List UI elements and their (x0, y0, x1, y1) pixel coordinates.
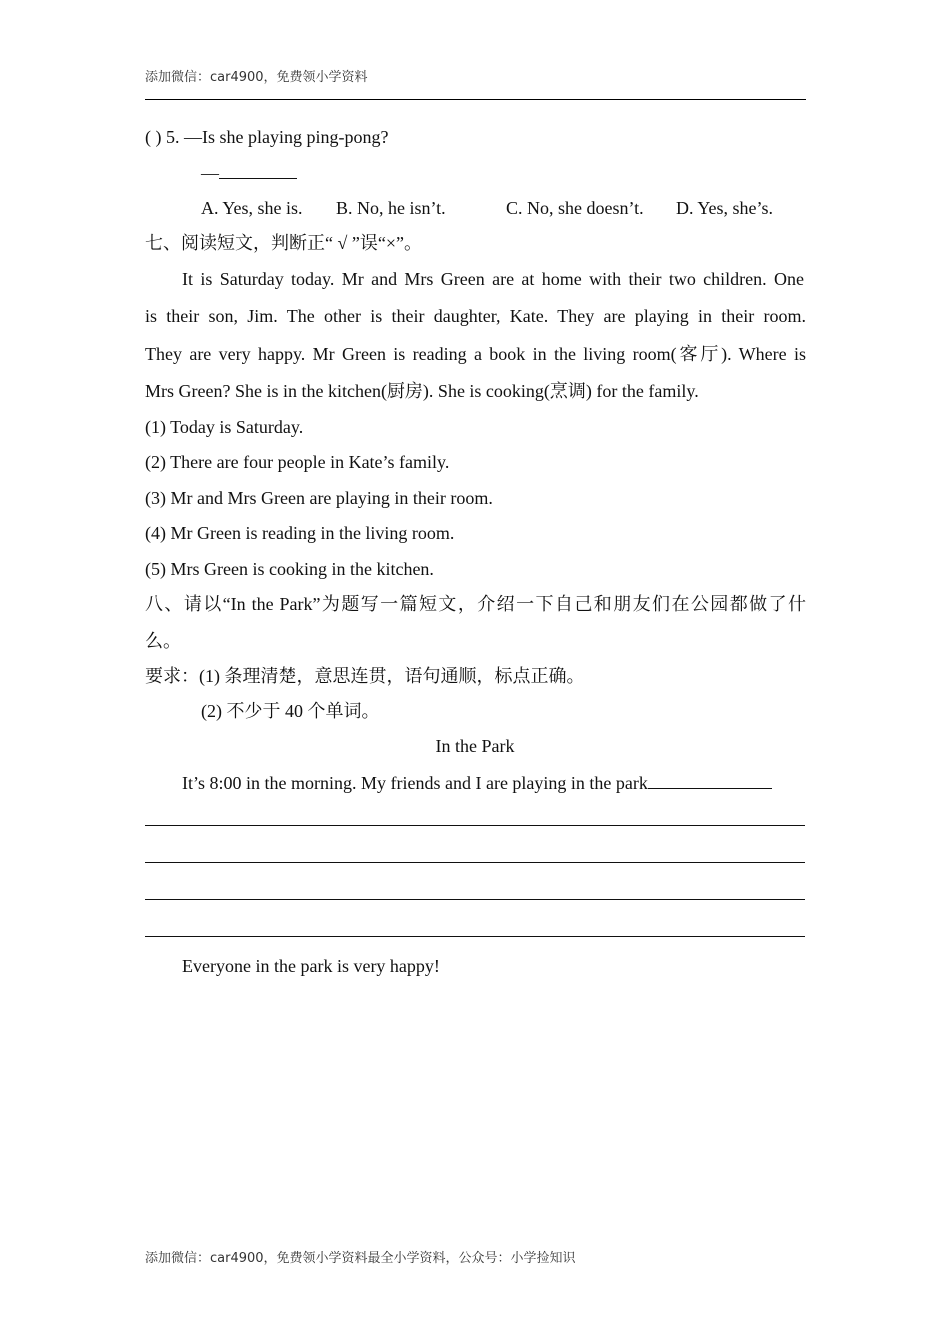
option-a[interactable]: A. Yes, she is. (201, 198, 303, 218)
requirement-1: 要求：(1) 条理清楚，意思连贯，语句通顺，标点正确。 (145, 666, 585, 686)
passage-line-4: Mrs Green? She is in the kitchen(厨房). She is cooking(烹调) for the family. (145, 381, 699, 401)
answer-blank[interactable] (219, 164, 297, 179)
question-5-options (0, 197, 950, 219)
writing-line-2[interactable] (145, 862, 805, 863)
section-8-title-line-1: 八、请以“In the Park”为题写一篇短文，介绍一下自己和朋友们在公园都做了什 (145, 594, 806, 614)
passage-line-3: They are very happy. Mr Green is reading a book in the living room(客厅). Where is (145, 344, 806, 364)
section-7-title: 七、阅读短文，判断正“ √ ”误“×”。 (145, 233, 422, 253)
statement-2: (2) There are four people in Kate’s family. (145, 452, 450, 472)
section-8-title-line-2: 么。 (145, 631, 181, 651)
essay-start-text: It’s 8:00 in the morning. My friends and I are playing in the park (182, 773, 648, 793)
essay-start-blank[interactable] (648, 774, 772, 789)
statement-5: (5) Mrs Green is cooking in the kitchen. (145, 559, 434, 579)
statement-1: (1) Today is Saturday. (145, 417, 304, 437)
passage-line-1: It is Saturday today. Mr and Mrs Green are at home with their two children. One (182, 269, 804, 289)
writing-line-1[interactable] (145, 825, 805, 826)
question-5-answer-line (201, 162, 297, 184)
essay-end-line: Everyone in the park is very happy! (182, 956, 440, 976)
option-c[interactable]: C. No, she doesn’t. (506, 198, 644, 218)
question-5-prompt: ( ) 5. —Is she playing ping-pong? (145, 127, 389, 147)
page-footer: 添加微信：car4900，免费领小学资料最全小学资料，公众号：小学捡知识 (145, 1251, 576, 1266)
requirement-2: (2) 不少于 40 个单词。 (201, 701, 380, 721)
page-header: 添加微信：car4900，免费领小学资料 (145, 70, 368, 85)
writing-line-3[interactable] (145, 899, 805, 900)
header-divider (145, 99, 806, 100)
option-b[interactable]: B. No, he isn’t. (336, 198, 446, 218)
writing-line-4[interactable] (145, 936, 805, 937)
answer-dash: — (201, 163, 219, 183)
passage-line-2: is their son, Jim. The other is their daughter, Kate. They are playing in their room. (145, 306, 806, 326)
option-d[interactable]: D. Yes, she’s. (676, 198, 774, 218)
essay-title: In the Park (435, 736, 515, 756)
statement-3: (3) Mr and Mrs Green are playing in their room. (145, 488, 493, 508)
essay-start-line (182, 772, 772, 794)
statement-4: (4) Mr Green is reading in the living room. (145, 523, 455, 543)
